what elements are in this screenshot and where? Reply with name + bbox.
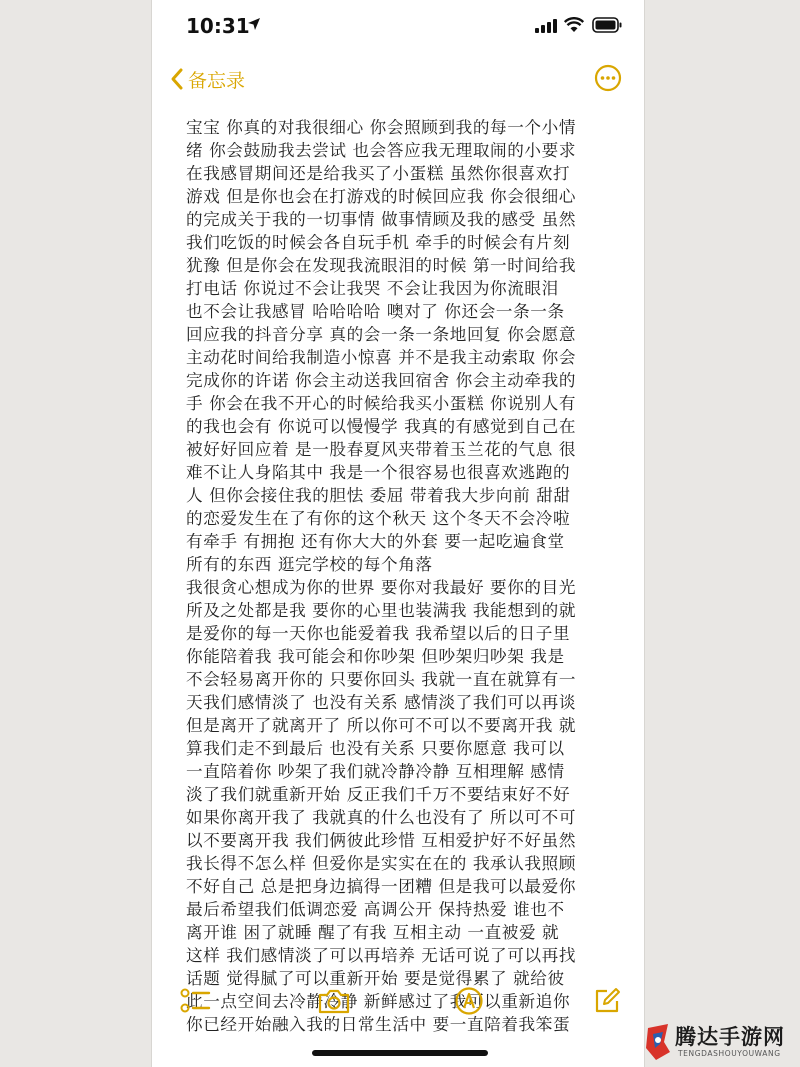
note-line: 难不让人身陷其中 我是一个很容易也很喜欢逃跑的 bbox=[186, 463, 571, 482]
note-line: 这样 我们感情淡了可以再培养 无话可说了可以再找 bbox=[186, 946, 577, 965]
note-line: 天我们感情淡了 也没有关系 感情淡了我们可以再谈 bbox=[186, 693, 577, 712]
watermark-subtitle: TENGDASHOUYOUWANG bbox=[678, 1049, 781, 1058]
checklist-icon[interactable] bbox=[180, 986, 212, 1016]
note-line: 犹豫 但是你会在发现我流眼泪的时候 第一时间给我 bbox=[186, 256, 577, 275]
note-line: 淡了我们就重新开始 反正我们千万不要结束好不好 bbox=[186, 785, 571, 804]
note-line: 的恋爱发生在了有你的这个秋天 这个冬天不会冷啦 bbox=[186, 509, 571, 528]
location-arrow-icon bbox=[247, 17, 261, 31]
note-line: 所有的东西 逛完学校的每个角落 bbox=[186, 555, 433, 574]
note-line: 不好自己 总是把身边搞得一团糟 但是我可以最爱你 bbox=[186, 877, 577, 896]
watermark-logo-icon bbox=[642, 1022, 674, 1062]
markup-pen-icon[interactable] bbox=[454, 986, 484, 1016]
compose-icon[interactable] bbox=[592, 986, 622, 1016]
camera-icon[interactable] bbox=[317, 986, 351, 1016]
note-line: 一直陪着你 吵架了我们就冷静冷静 互相理解 感情 bbox=[186, 762, 565, 781]
note-line: 如果你离开我了 我就真的什么也没有了 所以可不可 bbox=[186, 808, 577, 827]
note-line: 的我也会有 你说可以慢慢学 我真的有感觉到自己在 bbox=[186, 417, 577, 436]
watermark-title: 腾达手游网 bbox=[675, 1025, 785, 1049]
note-line: 的完成关于我的一切事情 做事情顾及我的感受 虽然 bbox=[186, 210, 577, 229]
phone-screen bbox=[152, 0, 644, 1067]
back-button-label: 备忘录 bbox=[188, 69, 246, 92]
battery-icon bbox=[592, 17, 622, 33]
note-line: 是爱你的每一天你也能爱着我 我希望以后的日子里 bbox=[186, 624, 571, 643]
note-line: 我长得不怎么样 但爱你是实实在在的 我承认我照顾 bbox=[186, 854, 577, 873]
blurred-header-strip bbox=[306, 42, 486, 52]
wifi-icon bbox=[564, 17, 584, 33]
note-line: 你能陪着我 我可能会和你吵架 但吵架归吵架 我是 bbox=[186, 647, 565, 666]
home-indicator[interactable] bbox=[312, 1050, 488, 1056]
note-line: 主动花时间给我制造小惊喜 并不是我主动索取 你会 bbox=[186, 348, 577, 367]
back-button[interactable] bbox=[170, 64, 245, 94]
note-line: 人 但你会接住我的胆怯 委屈 带着我大步向前 甜甜 bbox=[186, 486, 571, 505]
note-line: 宝宝 你真的对我很细心 你会照顾到我的每一个小情 bbox=[186, 118, 577, 137]
note-line: 你已经开始融入我的日常生活中 要一直陪着我笨蛋 bbox=[186, 1015, 571, 1034]
note-line: 有牵手 有拥抱 还有你大大的外套 要一起吃遍食堂 bbox=[186, 532, 565, 551]
note-line: 打电话 你说过不会让我哭 不会让我因为你流眼泪 bbox=[186, 279, 559, 298]
note-line: 最后希望我们低调恋爱 高调公开 保持热爱 谁也不 bbox=[186, 900, 565, 919]
note-line: 话题 觉得腻了可以重新开始 要是觉得累了 就给彼 bbox=[186, 969, 565, 988]
note-line: 以不要离开我 我们俩彼此珍惜 互相爱护好不好虽然 bbox=[186, 831, 577, 850]
note-line: 在我感冒期间还是给我买了小蛋糕 虽然你很喜欢打 bbox=[186, 164, 571, 183]
cellular-signal-icon bbox=[535, 19, 557, 33]
note-line: 绪 你会鼓励我去尝试 也会答应我无理取闹的小要求 bbox=[186, 141, 577, 160]
navigation-bar bbox=[152, 58, 644, 98]
note-line: 算我们走不到最后 也没有关系 只要你愿意 我可以 bbox=[186, 739, 565, 758]
note-line: 我们吃饭的时候会各自玩手机 牵手的时候会有片刻 bbox=[186, 233, 571, 252]
note-line: 游戏 但是你也会在打游戏的时候回应我 你会很细心 bbox=[186, 187, 577, 206]
bottom-toolbar bbox=[152, 986, 644, 1020]
note-line: 完成你的许诺 你会主动送我回宿舍 你会主动牵我的 bbox=[186, 371, 577, 390]
chevron-left-icon bbox=[170, 67, 184, 91]
note-line: 不会轻易离开你的 只要你回头 我就一直在就算有一 bbox=[186, 670, 577, 689]
note-line: 被好好回应着 是一股春夏风夹带着玉兰花的气息 很 bbox=[186, 440, 577, 459]
more-circle-icon[interactable] bbox=[594, 64, 622, 92]
note-line: 但是离开了就离开了 所以你可不可以不要离开我 就 bbox=[186, 716, 577, 735]
status-time: 10:31 bbox=[186, 14, 250, 38]
site-watermark bbox=[642, 1018, 800, 1067]
note-line: 所及之处都是我 要你的心里也装满我 我能想到的就 bbox=[186, 601, 577, 620]
note-line: 也不会让我感冒 哈哈哈哈 噢对了 你还会一条一条 bbox=[186, 302, 565, 321]
note-line: 手 你会在我不开心的时候给我买小蛋糕 你说别人有 bbox=[186, 394, 577, 413]
note-line: 离开谁 困了就睡 醒了有我 互相主动 一直被爱 就 bbox=[186, 923, 560, 942]
note-line: 回应我的抖音分享 真的会一条一条地回复 你会愿意 bbox=[186, 325, 577, 344]
note-line: 此一点空间去冷静冷静 新鲜感过了我可以重新追你 bbox=[186, 992, 571, 1011]
note-body[interactable] bbox=[186, 116, 611, 1036]
note-line: 我很贪心想成为你的世界 要你对我最好 要你的目光 bbox=[186, 578, 577, 597]
